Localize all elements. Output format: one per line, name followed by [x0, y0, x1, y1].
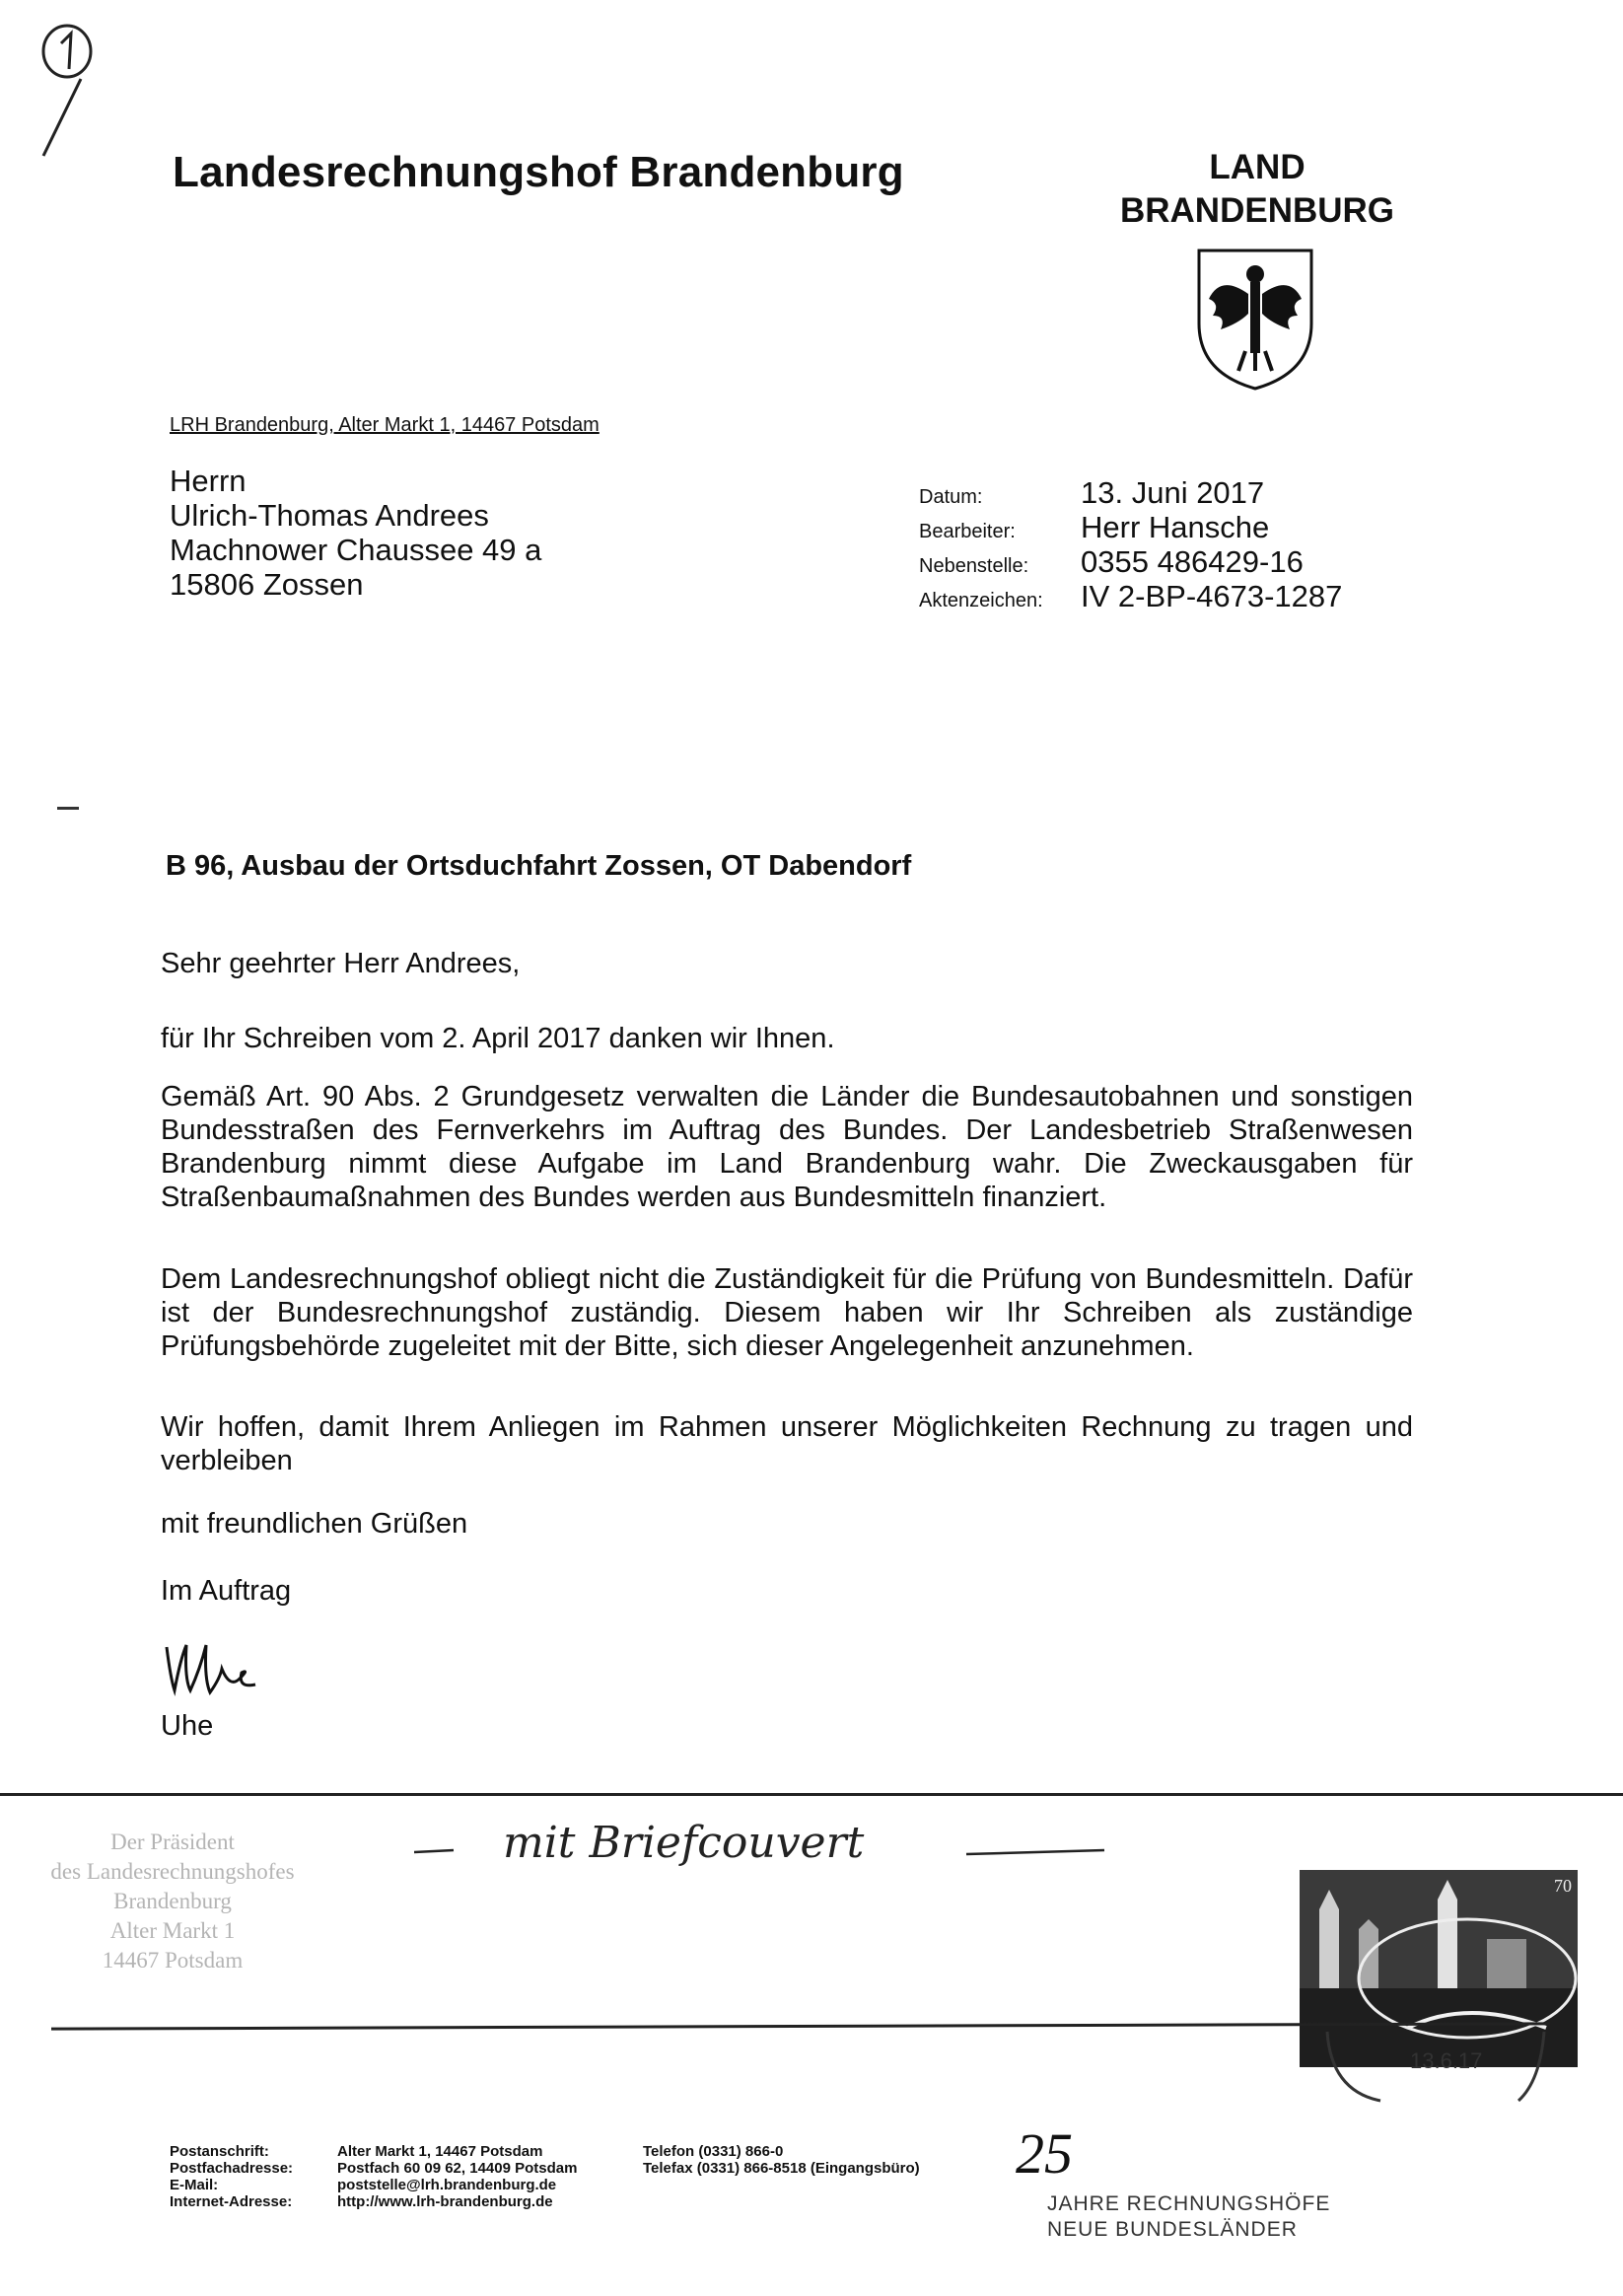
date-value: 13. Juni 2017	[1081, 475, 1265, 510]
closing: mit freundlichen Grüßen	[161, 1508, 468, 1540]
body-paragraph: Dem Landesrechnungshof obliegt nicht die Zuständigkeit für die Prüfung von Bundesmitteln. Dafür ist der Bundesrechnungshof zuständig. Diesem haben wir Ihr Schreiben als zuständige Prüfungsbehörde zugeleitet mit der Bitte, sich dieser Angelegenheit anzunehmen.	[161, 1263, 1413, 1362]
stamp-value: 70	[1554, 1876, 1572, 1896]
body-paragraph: für Ihr Schreiben vom 2. April 2017 danken wir Ihnen.	[161, 1023, 835, 1054]
letter-meta	[919, 475, 1342, 613]
body-paragraph: Gemäß Art. 90 Abs. 2 Grundgesetz verwalten die Länder die Bundesautobahnen und sonstigen Bundesstraßen des Fernverkehrs im Auftrag des Bundes. Der Landesbetrieb Straßenwesen Brandenburg nimmt diese Aufgabe im Land Brandenburg wahr. Die Zweckausgaben für Straßenbaumaßnahmen des Bundes werden aus Bundesmitteln finanziert.	[161, 1081, 1413, 1213]
envelope-return-address	[30, 1828, 316, 1975]
letter-subject: B 96, Ausbau der Ortsduchfahrt Zossen, OT Dabendorf	[166, 850, 912, 882]
anniversary-logo-text	[1047, 2191, 1330, 2243]
extension-value: 0355 486429-16	[1081, 544, 1304, 579]
pobox-value: Postfach 60 09 62, 14409 Potsdam	[337, 2160, 578, 2177]
meta-row-date	[919, 475, 1342, 510]
email-label: E-Mail:	[170, 2177, 219, 2193]
signature-scribble	[161, 1639, 279, 1698]
state-label	[1099, 146, 1415, 233]
margin-dash-mark	[57, 807, 79, 810]
meta-row-extension	[919, 544, 1342, 579]
extension-label: Nebenstelle:	[919, 555, 1029, 577]
signer-name: Uhe	[161, 1710, 214, 1742]
meta-row-clerk	[919, 510, 1342, 544]
website-link[interactable]: http://www.lrh-brandenburg.de	[337, 2193, 553, 2210]
reference-value: IV 2-BP-4673-1287	[1081, 579, 1343, 613]
recipient-line: Machnower Chaussee 49 a	[170, 533, 542, 567]
footer-phone	[643, 2143, 920, 2177]
email-link[interactable]: poststelle@lrh.brandenburg.de	[337, 2177, 557, 2193]
date-label: Datum:	[919, 486, 983, 508]
sender-return-address: LRH Brandenburg, Alter Markt 1, 14467 Potsdam	[170, 414, 600, 436]
postmark-date: 13.6.17	[1410, 2048, 1483, 2073]
envelope-edge-top	[0, 1793, 1623, 1796]
reference-label: Aktenzeichen:	[919, 590, 1043, 611]
recipient-line: Herrn	[170, 464, 247, 498]
envelope-line: 14467 Potsdam	[102, 1948, 244, 1973]
state-label-line1: LAND	[1209, 148, 1305, 186]
anniversary-line1: JAHRE RECHNUNGSHÖFE	[1047, 2192, 1331, 2215]
internet-label: Internet-Adresse:	[170, 2193, 293, 2210]
clerk-value: Herr Hansche	[1081, 510, 1270, 544]
on-behalf-note: Im Auftrag	[161, 1575, 292, 1607]
anniversary-line2: NEUE BUNDESLÄNDER	[1047, 2218, 1298, 2241]
organization-name: Landesrechnungshof Brandenburg	[173, 148, 904, 196]
recipient-address	[170, 464, 541, 602]
anniversary-logo-number: 25	[1016, 2121, 1073, 2186]
footer-values	[337, 2143, 577, 2210]
salutation: Sehr geehrter Herr Andrees,	[161, 948, 521, 979]
footer-labels	[170, 2143, 293, 2210]
eagle-coat-of-arms-icon	[1191, 245, 1319, 393]
pobox-label: Postfachadresse:	[170, 2160, 294, 2177]
recipient-line: 15806 Zossen	[170, 567, 364, 602]
clerk-label: Bearbeiter:	[919, 521, 1016, 542]
handwritten-circled-number-mark	[30, 20, 99, 158]
envelope-line: des Landesrechnungshofes	[50, 1859, 295, 1884]
handwritten-note	[414, 1813, 1124, 1882]
recipient-line: Ulrich-Thomas Andrees	[170, 498, 489, 533]
envelope-line: Der Präsident	[110, 1830, 235, 1854]
meta-row-reference	[919, 579, 1342, 613]
postal-value: Alter Markt 1, 14467 Potsdam	[337, 2143, 543, 2160]
svg-text:mit Briefcouvert: mit Briefcouvert	[503, 1818, 865, 1868]
body-paragraph: Wir hoffen, damit Ihrem Anliegen im Rahmen unserer Möglichkeiten Rechnung zu tragen und verbleiben	[161, 1411, 1413, 1476]
postal-label: Postanschrift:	[170, 2143, 269, 2160]
envelope-line: Alter Markt 1	[109, 1918, 236, 1943]
envelope-line: Brandenburg	[113, 1889, 232, 1913]
state-label-line2: BRANDENBURG	[1119, 191, 1395, 230]
fax-value: Telefax (0331) 866-8518 (Eingangsbüro)	[643, 2160, 920, 2177]
phone-value: Telefon (0331) 866-0	[643, 2143, 784, 2160]
